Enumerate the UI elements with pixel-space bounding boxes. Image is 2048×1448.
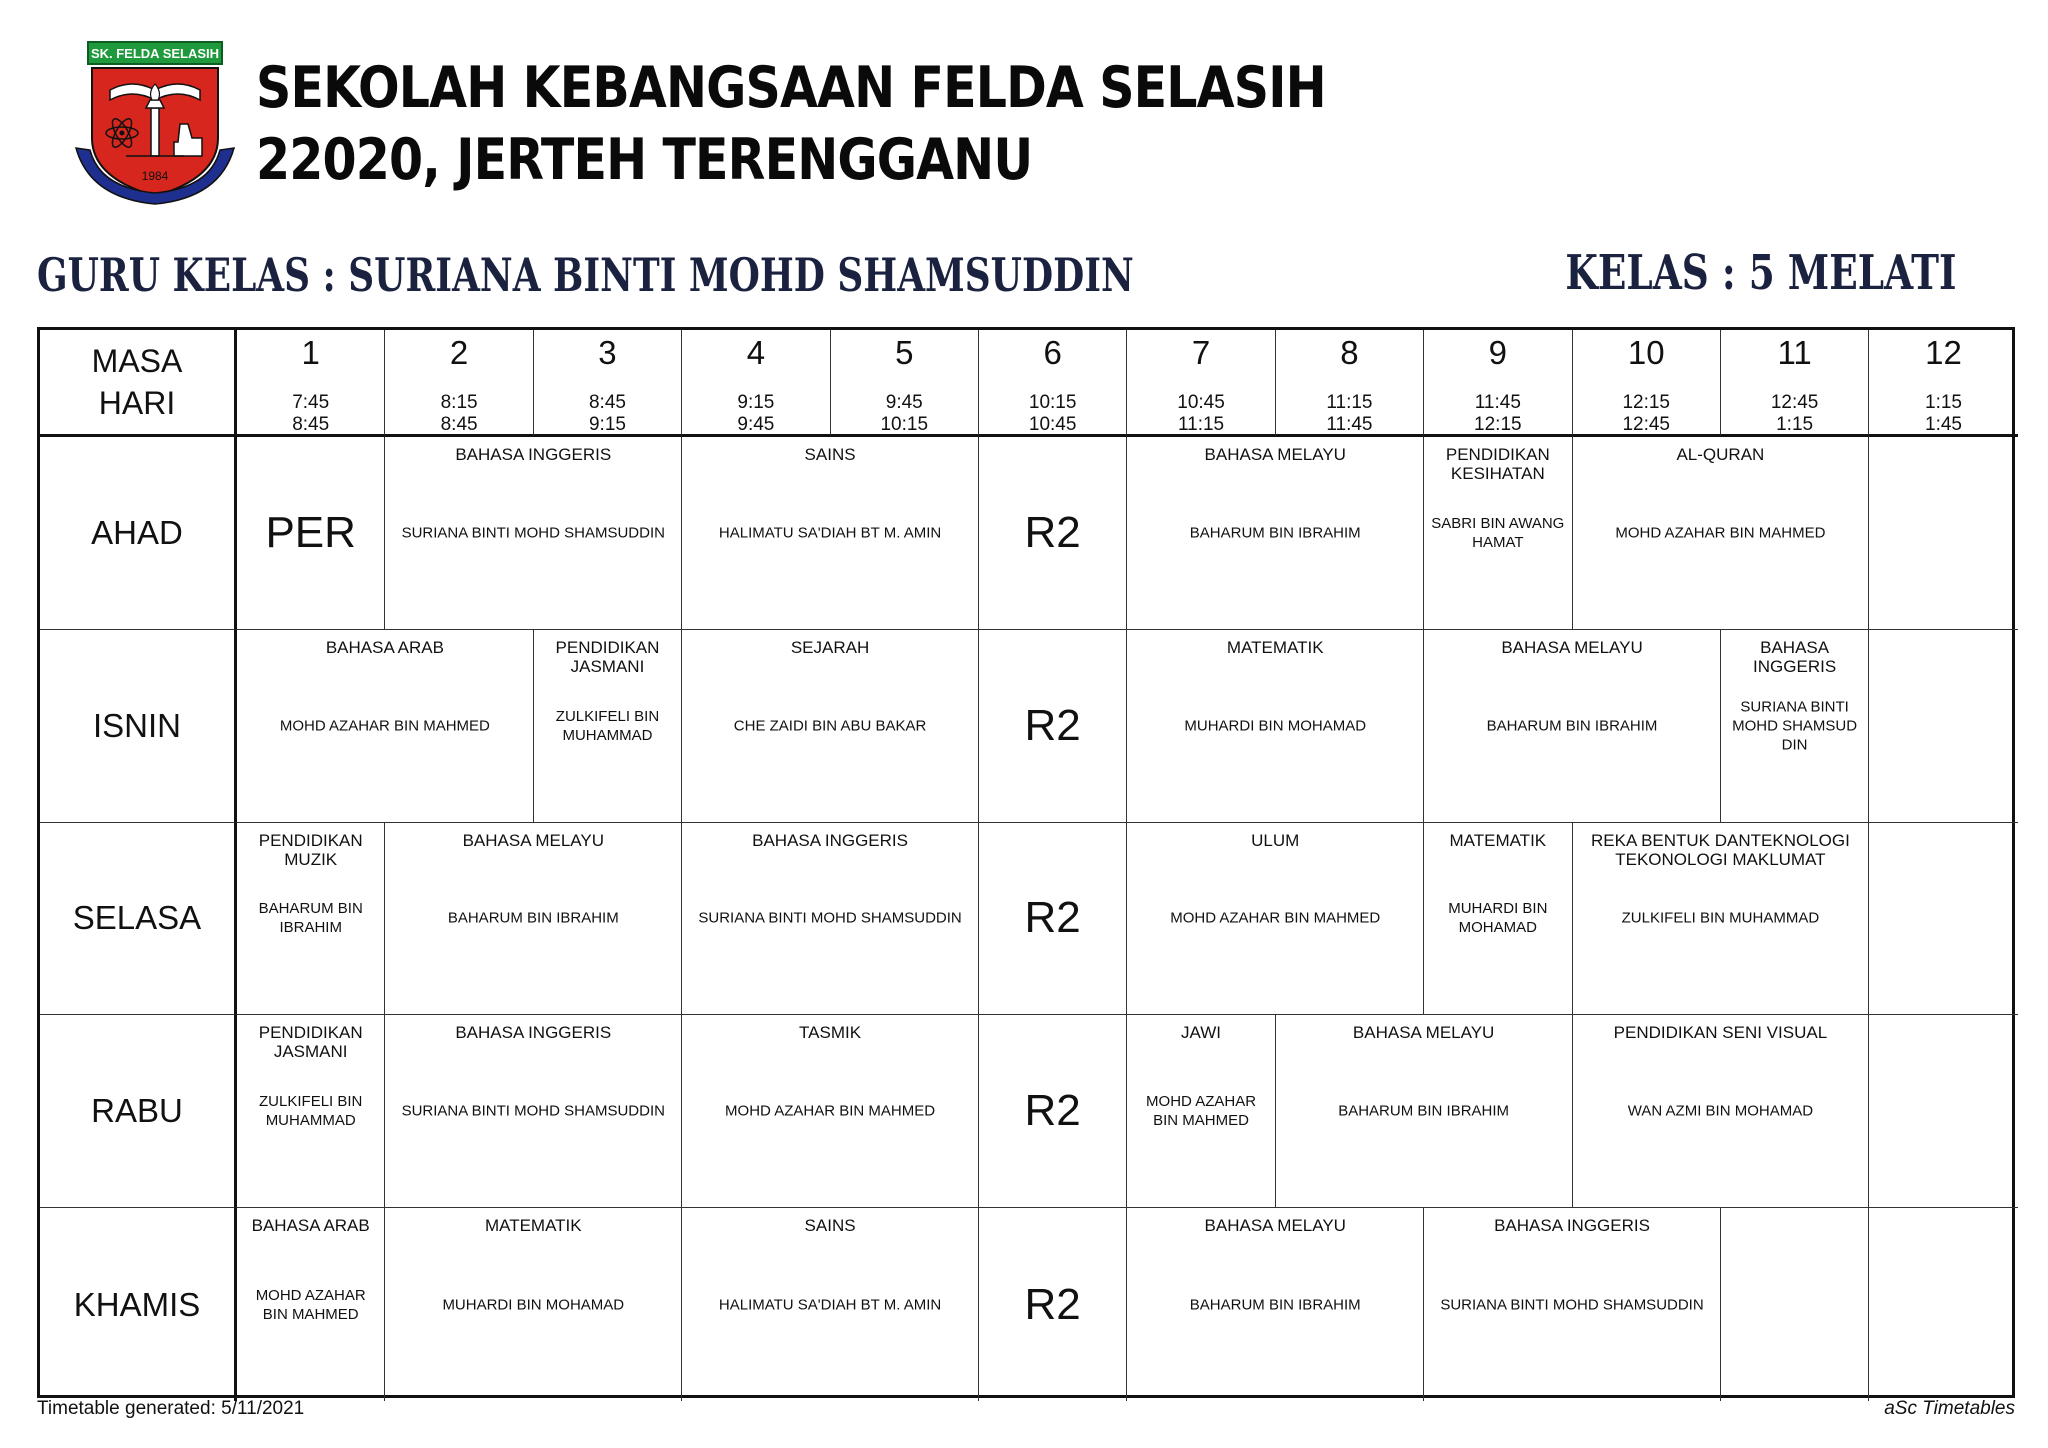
day-label: RABU — [40, 1015, 237, 1208]
lesson-cell — [1573, 1015, 1870, 1208]
lesson-cell — [682, 1208, 979, 1401]
day-label: KHAMIS — [40, 1208, 237, 1401]
logo-text: SK. FELDA SELASIH — [90, 46, 220, 61]
special-cell: PER — [237, 437, 385, 630]
period-time — [682, 392, 829, 436]
lesson-subject: BAHASA MELAYU — [1204, 445, 1346, 464]
period-end: 9:15 — [588, 414, 626, 435]
period-end: 1:15 — [1776, 414, 1814, 435]
school-name: SEKOLAH KEBANGSAAN FELDA SELASIH — [256, 55, 1326, 121]
corner-hari: HARI — [98, 385, 176, 421]
lesson-teacher: MUHARDI BIN MOHAMAD — [1184, 717, 1367, 735]
lesson-subject: BAHASA MELAYU — [1352, 1023, 1495, 1043]
lesson-teacher: MOHD AZAHAR BIN MAHMED — [1146, 1093, 1257, 1130]
period-header — [1869, 330, 2017, 437]
generated-date: Timetable generated: 5/11/2021 — [37, 1398, 305, 1419]
lesson-teacher: ZULKIFELI BIN MUHAMMAD — [555, 707, 660, 744]
period-number: 9 — [1488, 334, 1507, 371]
period-number: 10 — [1627, 334, 1665, 371]
lesson-cell — [1424, 1208, 1721, 1401]
empty-cell — [1869, 1208, 2017, 1401]
lesson-cell — [237, 1015, 385, 1208]
lesson-teacher: SURIANA BINTI MOHD SHAMSUDDIN — [1440, 1296, 1704, 1314]
lesson-teacher: MUHARDI BIN MOHAMAD — [442, 1296, 625, 1314]
day-label: SELASA — [40, 823, 237, 1016]
lesson-cell — [1127, 437, 1424, 630]
lesson-cell — [1127, 630, 1424, 823]
lesson-cell — [682, 437, 979, 630]
lesson-teacher: MOHD AZAHAR BIN MAHMED — [1170, 909, 1381, 927]
period-time — [1127, 392, 1274, 436]
period-end: 8:45 — [440, 414, 478, 435]
period-time — [1721, 392, 1868, 436]
period-start: 11:15 — [1326, 392, 1373, 413]
lesson-teacher: BAHARUM BIN IBRAHIM — [1189, 1296, 1361, 1314]
lesson-teacher: ZULKIFELI BIN MUHAMMAD — [259, 1093, 363, 1130]
period-start: 1:15 — [1925, 392, 1962, 413]
day-label: ISNIN — [40, 630, 237, 823]
lesson-cell — [237, 1208, 385, 1401]
period-time — [237, 392, 384, 436]
period-time — [385, 392, 532, 436]
period-start: 9:45 — [885, 392, 923, 413]
period-number: 7 — [1191, 334, 1211, 371]
software-brand: aSc Timetables — [1884, 1398, 2015, 1419]
period-number: 1 — [301, 334, 320, 371]
lesson-teacher: MUHARDI BIN MOHAMAD — [1448, 900, 1548, 937]
timetable-grid — [37, 327, 2015, 1398]
lesson-teacher: ZULKIFELI BIN MUHAMMAD — [1621, 909, 1820, 927]
period-end: 10:45 — [1028, 414, 1077, 435]
break-cell: R2 — [979, 1208, 1127, 1401]
lesson-teacher: MOHD AZAHAR BIN MAHMED — [725, 1102, 936, 1120]
period-end: 12:15 — [1474, 414, 1522, 435]
lesson-cell — [1127, 823, 1424, 1016]
lesson-cell — [1276, 1015, 1573, 1208]
period-header — [682, 330, 830, 437]
lesson-subject: MATEMATIK — [484, 1216, 582, 1236]
lesson-teacher: HALIMATU SA'DIAH BT M. AMIN — [718, 1296, 942, 1314]
period-header — [534, 330, 682, 437]
break-cell: R2 — [979, 630, 1127, 823]
lesson-teacher: BAHARUM BIN IBRAHIM — [447, 909, 619, 927]
period-header — [1276, 330, 1424, 437]
lesson-teacher: WAN AZMI BIN MOHAMAD — [1627, 1102, 1814, 1120]
period-number: 4 — [746, 334, 766, 371]
lesson-subject: BAHASA MELAYU — [1501, 637, 1643, 657]
lesson-subject: BAHASA INGGERIS — [1753, 637, 1837, 676]
lesson-subject: MATEMATIK — [1226, 637, 1324, 657]
lesson-subject: AL-QURAN — [1676, 445, 1765, 464]
empty-cell — [1721, 1208, 1869, 1401]
lesson-cell — [1424, 630, 1721, 823]
lesson-cell — [1127, 1015, 1275, 1208]
period-header — [831, 330, 979, 437]
period-header — [979, 330, 1127, 437]
corner-masa: MASA — [91, 343, 183, 379]
lesson-subject: BAHASA INGGERIS — [1494, 1216, 1650, 1236]
break-cell: R2 — [979, 1015, 1127, 1208]
period-start: 8:45 — [588, 392, 626, 413]
school-header — [256, 52, 1326, 196]
lesson-subject: JAWI — [1181, 1023, 1222, 1043]
period-time — [534, 392, 681, 436]
lesson-cell — [237, 630, 534, 823]
lesson-cell — [385, 1015, 682, 1208]
lesson-subject: BAHASA MELAYU — [1204, 1216, 1346, 1236]
period-header — [385, 330, 533, 437]
period-time — [1573, 392, 1720, 436]
period-start: 7:45 — [292, 392, 330, 413]
period-start: 11:45 — [1474, 392, 1521, 413]
lesson-cell — [534, 630, 682, 823]
lesson-cell — [385, 823, 682, 1016]
lesson-cell — [682, 630, 979, 823]
lesson-subject: SAINS — [804, 445, 856, 464]
lesson-teacher: BAHARUM BIN IBRAHIM — [1486, 717, 1658, 735]
period-header — [1573, 330, 1721, 437]
lesson-teacher: SURIANA BINTI MOHD SHAMSUDDIN — [401, 1102, 665, 1120]
period-start: 10:45 — [1177, 392, 1225, 413]
period-start: 8:15 — [440, 392, 478, 413]
lesson-cell — [1573, 823, 1870, 1016]
lesson-subject: PENDIDIKAN KESIHATAN — [1445, 445, 1550, 483]
class-title: KELAS : 5 MELATI — [1564, 245, 1956, 301]
lesson-cell — [385, 437, 682, 630]
lesson-subject: REKA BENTUK DANTEKNOLOGI TEKONOLOGI MAKLUMAT — [1590, 830, 1850, 869]
empty-cell — [1869, 437, 2017, 630]
lesson-subject: BAHASA INGGERIS — [455, 1023, 612, 1043]
lesson-subject: BAHASA INGGERIS — [752, 830, 908, 850]
empty-cell — [1869, 823, 2017, 1016]
period-end: 11:15 — [1177, 414, 1225, 435]
break-cell: R2 — [979, 437, 1127, 630]
period-header — [1721, 330, 1869, 437]
period-start: 9:15 — [737, 392, 775, 413]
lesson-cell — [385, 1208, 682, 1401]
lesson-subject: BAHASA MELAYU — [462, 830, 604, 850]
lesson-subject: PENDIDIKAN JASMANI — [555, 637, 660, 676]
lesson-teacher: MOHD AZAHAR BIN MAHMED — [279, 717, 490, 735]
empty-cell — [1869, 630, 2017, 823]
period-start: 10:15 — [1028, 392, 1077, 413]
period-time — [1276, 392, 1423, 436]
empty-cell — [1869, 1015, 2017, 1208]
lesson-cell — [682, 823, 979, 1016]
lesson-teacher: MOHD AZAHAR BIN MAHMED — [255, 1286, 366, 1323]
period-end: 8:45 — [292, 414, 330, 435]
lesson-cell — [682, 1015, 979, 1208]
lesson-teacher: BAHARUM BIN IBRAHIM — [1338, 1102, 1510, 1120]
day-label: AHAD — [40, 437, 237, 630]
lesson-teacher: BAHARUM BIN IBRAHIM — [258, 900, 363, 937]
lesson-cell — [1127, 1208, 1424, 1401]
lesson-teacher: CHE ZAIDI BIN ABU BAKAR — [733, 717, 927, 735]
period-time — [1869, 392, 2017, 436]
lesson-teacher: BAHARUM BIN IBRAHIM — [1189, 524, 1361, 542]
lesson-subject: PENDIDIKAN SENI VISUAL — [1613, 1023, 1828, 1043]
class-teacher-title: GURU KELAS : SURIANA BINTI MOHD SHAMSUDDIN — [37, 248, 1134, 302]
lesson-teacher: SURIANA BINTI MOHD SHAMSUD DIN — [1732, 698, 1858, 754]
period-header — [237, 330, 385, 437]
period-time — [979, 392, 1126, 436]
period-time — [1424, 392, 1571, 436]
period-number: 3 — [598, 334, 617, 371]
lesson-cell — [1424, 437, 1572, 630]
lesson-subject: BAHASA ARAB — [251, 1216, 370, 1236]
logo-year: 1984 — [141, 169, 169, 183]
period-end: 10:15 — [880, 414, 929, 435]
masa-hari-corner — [40, 330, 237, 437]
lesson-subject: ULUM — [1251, 830, 1300, 850]
lesson-subject: BAHASA ARAB — [325, 637, 444, 657]
period-header — [1424, 330, 1572, 437]
lesson-subject: PENDIDIKAN MUZIK — [258, 830, 363, 869]
lesson-cell — [1424, 823, 1572, 1016]
lesson-cell — [1573, 437, 1870, 630]
lesson-subject: SAINS — [804, 1216, 856, 1236]
period-end: 1:45 — [1925, 414, 1962, 435]
period-time — [831, 392, 978, 436]
period-start: 12:45 — [1770, 392, 1819, 413]
lesson-cell — [237, 823, 385, 1016]
period-end: 12:45 — [1622, 414, 1670, 435]
lesson-subject: TASMIK — [799, 1023, 862, 1043]
period-number: 2 — [449, 334, 469, 371]
lesson-teacher: SURIANA BINTI MOHD SHAMSUDDIN — [401, 524, 665, 542]
period-number: 5 — [895, 334, 914, 371]
lesson-subject: MATEMATIK — [1449, 830, 1547, 850]
lesson-subject: PENDIDIKAN JASMANI — [258, 1023, 363, 1062]
lesson-teacher: MOHD AZAHAR BIN MAHMED — [1615, 524, 1826, 542]
break-cell: R2 — [979, 823, 1127, 1016]
period-number: 8 — [1340, 334, 1359, 371]
lesson-subject: BAHASA INGGERIS — [455, 445, 612, 464]
period-end: 11:45 — [1326, 414, 1373, 435]
lesson-teacher: SABRI BIN AWANG HAMAT — [1431, 514, 1565, 551]
period-end: 9:45 — [737, 414, 775, 435]
period-number: 6 — [1043, 334, 1062, 371]
period-number: 11 — [1777, 334, 1812, 371]
lesson-teacher: SURIANA BINTI MOHD SHAMSUDDIN — [698, 909, 962, 927]
lesson-subject: SEJARAH — [790, 637, 870, 657]
school-address: 22020, JERTEH TERENGGANU — [256, 127, 1033, 193]
period-header — [1127, 330, 1275, 437]
lesson-teacher: HALIMATU SA'DIAH BT M. AMIN — [718, 524, 942, 542]
period-start: 12:15 — [1622, 392, 1670, 413]
school-crest-icon — [70, 38, 240, 208]
period-number: 12 — [1925, 334, 1962, 371]
lesson-cell — [1721, 630, 1869, 823]
